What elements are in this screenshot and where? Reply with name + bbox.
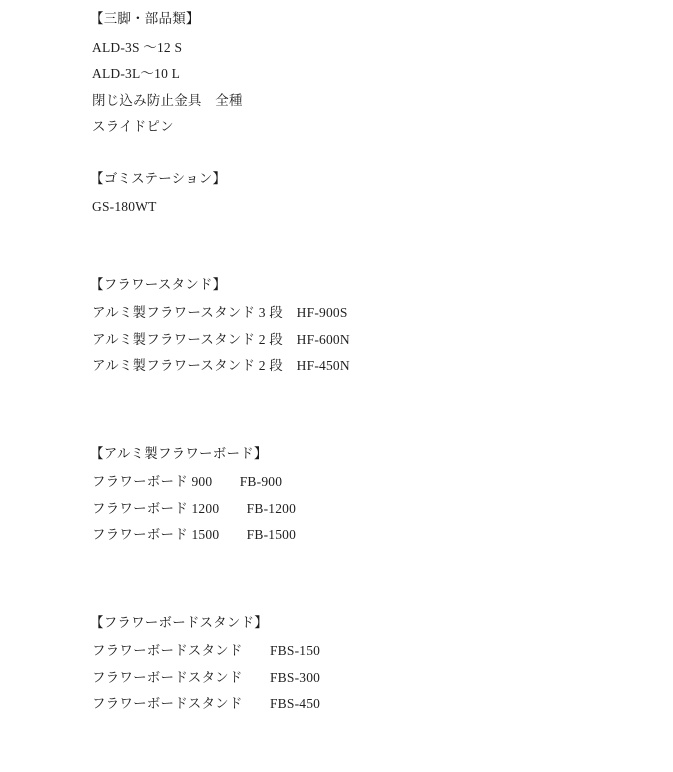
section-spacer bbox=[0, 214, 673, 274]
section-heading: 【フラワーボードスタンド】 bbox=[90, 614, 268, 630]
section-line: ALD-3S ～12 S bbox=[92, 39, 183, 55]
section-flower-board-stand bbox=[0, 612, 673, 711]
section-garbage-station bbox=[0, 168, 673, 214]
section-flower-stand bbox=[0, 274, 673, 373]
section-line: フラワーボード 1200 FB-1200 bbox=[92, 500, 297, 516]
section-tripod-parts bbox=[0, 8, 673, 134]
section-spacer bbox=[0, 373, 673, 443]
section-line: フラワーボードスタンド FBS-450 bbox=[92, 696, 321, 711]
section-line: アルミ製フラワースタンド 3 段 HF-900S bbox=[92, 305, 348, 320]
section-line: アルミ製フラワースタンド 2 段 HF-450N bbox=[92, 358, 350, 373]
section-heading: 【三脚・部品類】 bbox=[90, 11, 200, 26]
section-flower-board bbox=[0, 443, 673, 542]
section-line: GS-180WT bbox=[92, 199, 157, 214]
section-line: ALD-3L～10 L bbox=[92, 66, 181, 81]
section-heading: 【アルミ製フラワーボード】 bbox=[90, 445, 268, 461]
section-spacer bbox=[0, 542, 673, 612]
section-spacer bbox=[0, 134, 673, 168]
section-line: フラワーボードスタンド FBS-150 bbox=[92, 643, 321, 658]
section-line: 閉じ込み防止金具 全種 bbox=[92, 92, 243, 108]
section-heading: 【フラワースタンド】 bbox=[90, 276, 227, 292]
section-line: フラワーボード 1500 FB-1500 bbox=[92, 527, 297, 542]
section-line: アルミ製フラワースタンド 2 段 HF-600N bbox=[92, 331, 350, 347]
section-line: フラワーボードスタンド FBS-300 bbox=[92, 669, 321, 685]
section-heading: 【ゴミステーション】 bbox=[90, 170, 227, 186]
section-line: フラワーボード 900 FB-900 bbox=[92, 474, 283, 489]
section-line: スライドピン bbox=[92, 119, 174, 134]
